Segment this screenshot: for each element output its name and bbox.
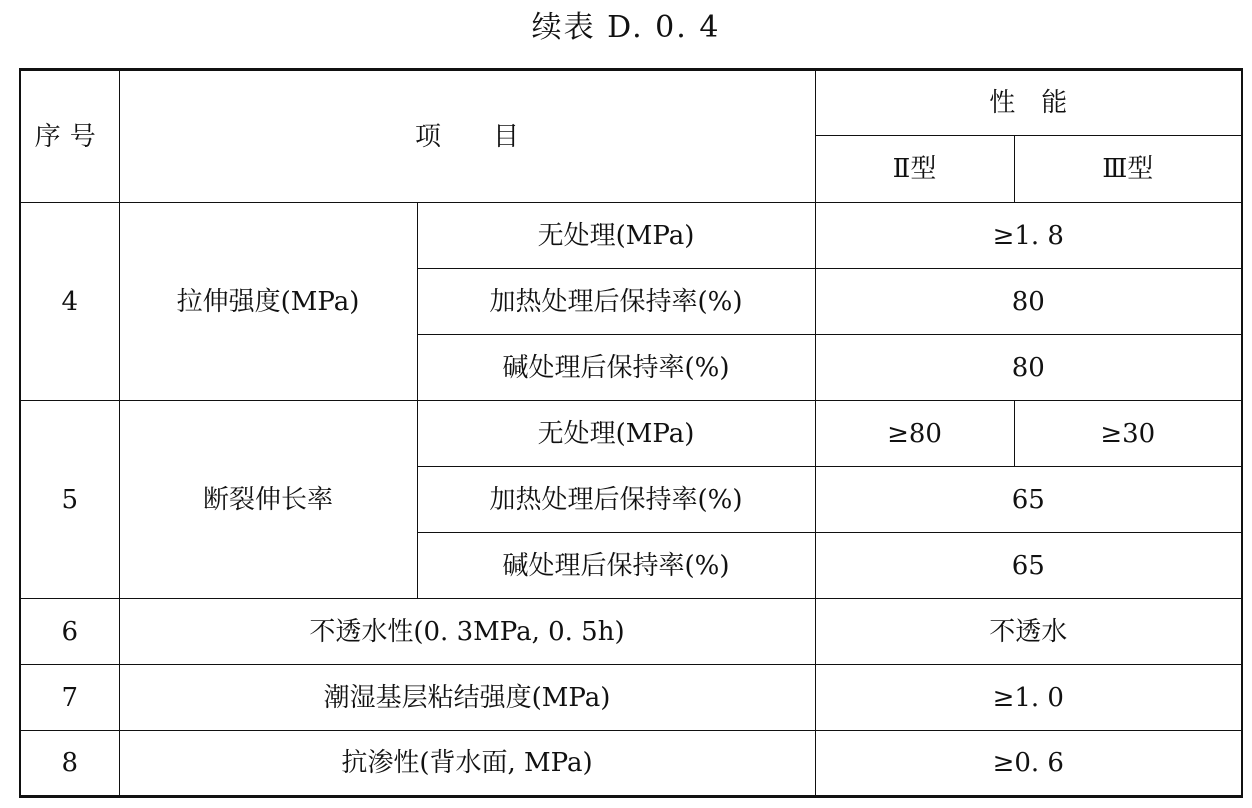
row4-sub1-label: 无处理(MPa) <box>417 203 815 269</box>
row4-sub3-value: 80 <box>815 335 1242 401</box>
row4-sub3-label: 碱处理后保持率(%) <box>417 335 815 401</box>
row4-sub2-label: 加热处理后保持率(%) <box>417 269 815 335</box>
row7-seq: 7 <box>20 665 119 731</box>
row6-seq: 6 <box>20 599 119 665</box>
row8-name: 抗渗性(背水面, MPa) <box>119 731 815 797</box>
row5-seq: 5 <box>20 401 119 599</box>
row5-sub1-label: 无处理(MPa) <box>417 401 815 467</box>
row5-name: 断裂伸长率 <box>119 401 417 599</box>
row5-sub2-label: 加热处理后保持率(%) <box>417 467 815 533</box>
row4-sub2-value: 80 <box>815 269 1242 335</box>
row4-seq: 4 <box>20 203 119 401</box>
row5-sub2-value: 65 <box>815 467 1242 533</box>
row7-name: 潮湿基层粘结强度(MPa) <box>119 665 815 731</box>
header-performance: 性 能 <box>815 70 1242 136</box>
row8-seq: 8 <box>20 731 119 797</box>
row5-sub3-value: 65 <box>815 533 1242 599</box>
header-item: 项 目 <box>119 70 815 203</box>
header-type3: Ⅲ型 <box>1014 136 1242 203</box>
row6-name: 不透水性(0. 3MPa, 0. 5h) <box>119 599 815 665</box>
performance-table <box>19 68 1243 798</box>
row5-sub1-value-type3: ≥30 <box>1014 401 1242 467</box>
row4-sub1-value: ≥1. 8 <box>815 203 1242 269</box>
header-seq: 序号 <box>20 70 119 203</box>
row5-sub1-value-type2: ≥80 <box>815 401 1014 467</box>
row5-sub3-label: 碱处理后保持率(%) <box>417 533 815 599</box>
row4-name: 拉伸强度(MPa) <box>119 203 417 401</box>
row6-value: 不透水 <box>815 599 1242 665</box>
row7-value: ≥1. 0 <box>815 665 1242 731</box>
header-type2: Ⅱ型 <box>815 136 1014 203</box>
row8-value: ≥0. 6 <box>815 731 1242 797</box>
table-title: 续表 D. 0. 4 <box>531 10 721 45</box>
